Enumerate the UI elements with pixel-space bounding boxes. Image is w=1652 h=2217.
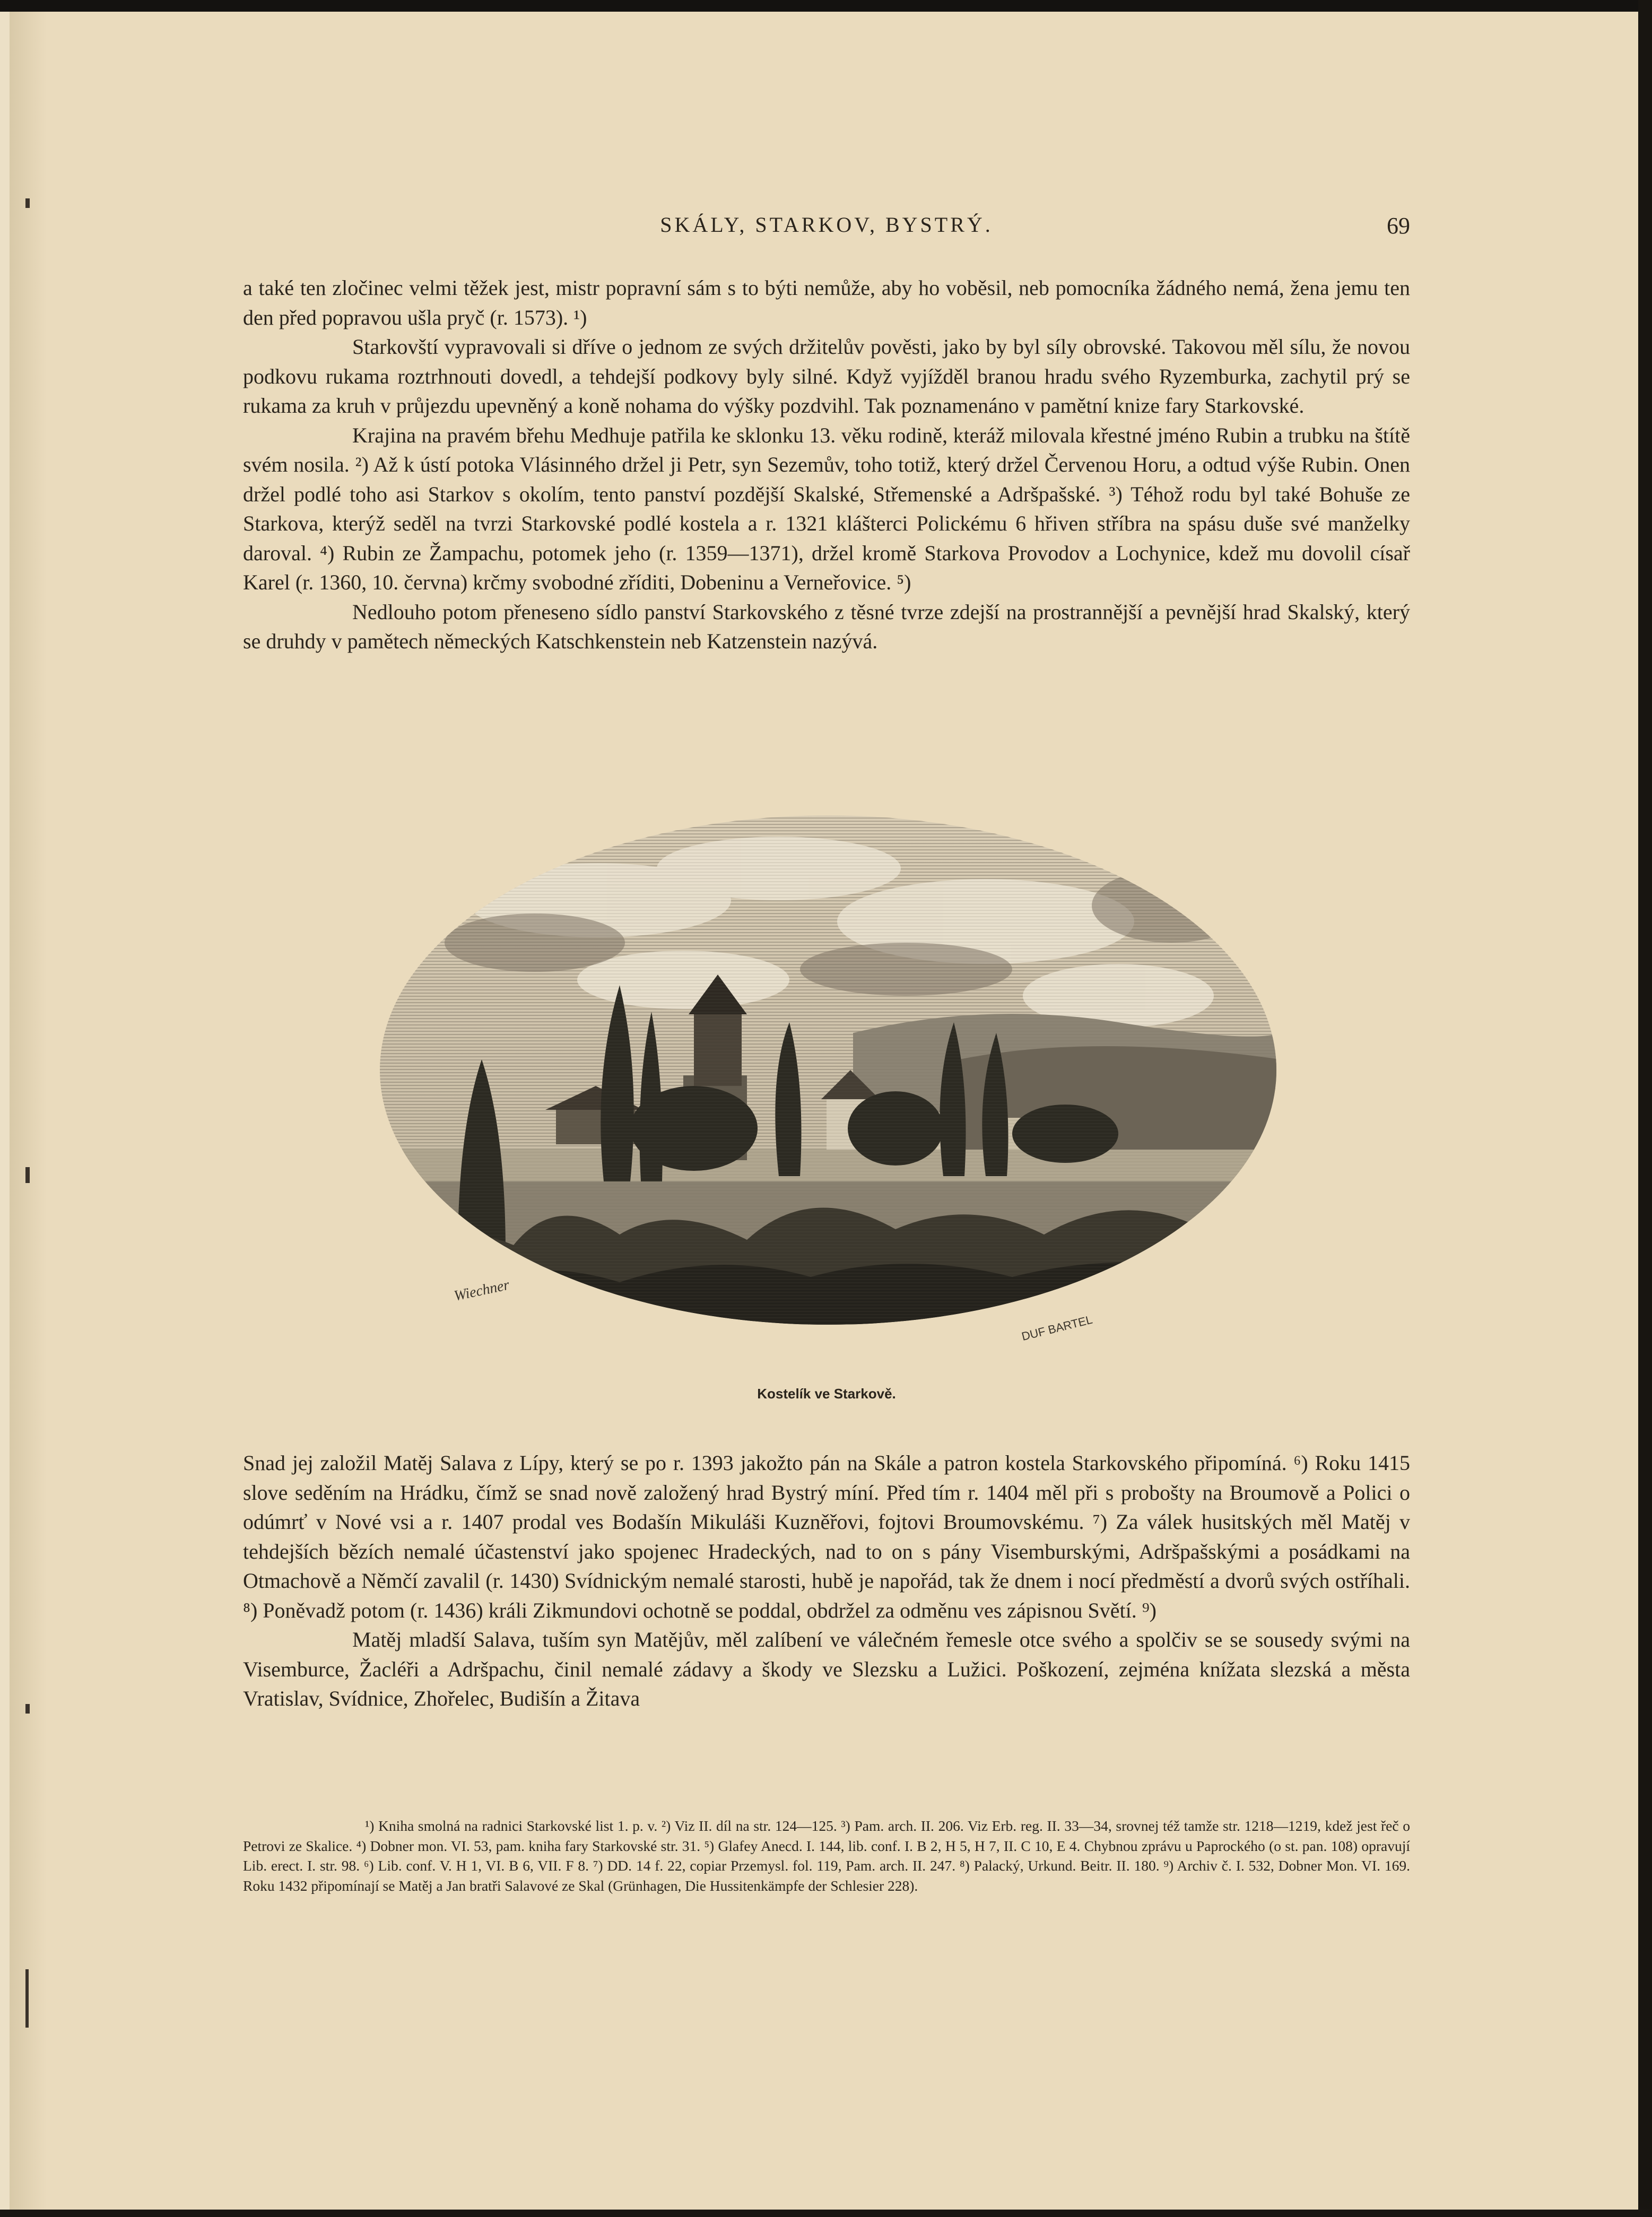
paragraph: Matěj mladší Salava, tuším syn Matějův, měl zalíbení ve válečném řemesle otce svého a spolčiv se se sousedy svými na Visemburce, Žacléři a Adršpachu, činil nemalé zádavy a škody ve Slezsku a Lužici. Poškození, zejména knížata slezská a města Vratislav, Svídnice, Zhořelec, Budišín a Žitava: [243, 1628, 1410, 1710]
page-number: 69: [1387, 213, 1410, 239]
scan-top-edge: [0, 0, 1652, 12]
footnote-text: ¹) Kniha smolná na radnici Starkovské list 1. p. v. ²) Viz II. díl na str. 124—125. ³) Pam. arch. II. 206. Viz Erb. reg. II. 33—34, srovnej též tamže str. 1218—1219, kdež jest řeč o Petrovi ze Skalice. ⁴) Dobner mon. VI. 53, pam. kniha fary Starkovské str. 31. ⁵) Glafey Anecd. I. 144, lib. conf. I. B 2, H 5, H 7, II. C 10, E 4. Chybnou zprávu u Paprockého (o st. pan. 108) opravují Lib. erect. I. str. 98. ⁶) Lib. conf. V. H 1, VI. B 6, VII. F 8. ⁷) DD. 14 f. 22, copiar Przemysl. fol. 119, Pam. arch. II. 247. ⁸) Palacký, Urkund. Beitr. II. 180. ⁹) Archiv č. I. 532, Dobner Mon. VI. 169. Roku 1432 připomínají se Matěj a Jan bratři Salavové ze Skal (Grünhagen, Die Hussitenkämpfe der Schlesier 228).: [243, 1818, 1410, 1894]
paragraph: a také ten zločinec velmi těžek jest, mistr popravní sám s to býti nemůže, aby ho voběsil, neb pomocníka žádného nemá, žena jemu ten den před popravou ušla pryč (r. 1573). ¹): [243, 276, 1410, 329]
paragraph: Starkovští vypravovali si dříve o jednom ze svých držitelův pověsti, jako by byl síly obrovské. Takovou měl sílu, že novou podkovu rukama roztrhnouti dovedl, a tehdejší podkovy byly silné. Když vyjížděl branou hradu svého Ryzemburka, zachytil prý se rukama za kruh v průjezdu upevněný a koně nohama do výšky pozdvihl. Tak poznamenáno v pamětní knize fary Starkovské.: [243, 335, 1410, 418]
figure-caption: Kostelík ve Starkově.: [757, 1386, 896, 1402]
scan-right-edge: [1638, 0, 1652, 2217]
paragraph: Krajina na pravém břehu Medhuje patřila ke sklonku 13. věku rodině, kteráž milovala křestné jméno Rubin a trubku na štítě svém nosila. ²) Až k ústí potoka Vlásinného držel ji Petr, syn Sezemův, toho totiž, který držel Červenou Horu, a odtud výše Rubin. Onen držel podlé toho asi Starkov s okolím, tento panství pozdější Skalské, Střemenské a Adršpašské. ³) Téhož rodu byl také Bohuše ze Starkova, kterýž seděl na tvrzi Starkovské podlé kostela a r. 1321 klášterci Polickému 6 hřiven stříbra na spásu duše své manželky daroval. ⁴) Rubin ze Žampachu, potomek jeho (r. 1359—1371), držel kromě Starkova Provodov a Lochynice, kdež mu dovolil císař Karel (r. 1360, 10. června) krčmy svobodné zříditi, Dobeninu a Verneřovice. ⁵): [243, 423, 1410, 594]
binding-mark: [25, 1969, 29, 2028]
running-title: SKÁLY, STARKOV, BYSTRÝ.: [660, 213, 993, 237]
binding-mark: [25, 198, 30, 208]
book-page: [10, 12, 1638, 2210]
text-block-bottom: [243, 1448, 1410, 1714]
binding-mark: [25, 1704, 30, 1714]
engraving-illustration: [376, 810, 1281, 1354]
binding-mark: [25, 1167, 30, 1183]
engraver-signature-right: DUF BARTEL: [1020, 1312, 1094, 1343]
page-gutter: [10, 12, 47, 2210]
paragraph: Snad jej založil Matěj Salava z Lípy, který se po r. 1393 jakožto pán na Skále a patron kostela Starkovského připomíná. ⁶) Roku 1415 slove seděním na Hrádku, čímž se snad nově založený hrad Bystrý míní. Před tím r. 1404 měl při s probošty na Broumově a Polici o odúmrť v Nové vsi a r. 1407 prodal ves Bodašín Mikuláši Kuzněřovi, fojtovi Broumovskému. ⁷) Za válek husitských měl Matěj v tehdejších bězích nemalé účastenství jako spojenec Hradeckých, nad to on s pány Visemburskými, Adršpašskými a posádkami na Otmachově a Němčí zavalil (r. 1430) Svídnickým nemalé starosti, hubě je napořád, tak že dnem i nocí předměstí a dvorů svých ostříhali. ⁸) Poněvadž potom (r. 1436) králi Zikmundovi ochotně se poddal, obdržel za odměnu ves zápisnou Světí. ⁹): [243, 1451, 1410, 1622]
text-block-top: [243, 273, 1410, 656]
footnotes: [243, 1816, 1410, 1896]
paragraph: Nedlouho potom přeneseno sídlo panství Starkovského z těsné tvrze zdejší na prostrannější a pevnější hrad Skalský, který se druhdy v pamětech německých Katschkenstein neb Katzenstein nazývá.: [243, 599, 1410, 653]
scan-bottom-edge: [0, 2210, 1652, 2217]
artist-signature-left: Wiechner: [453, 1276, 511, 1305]
